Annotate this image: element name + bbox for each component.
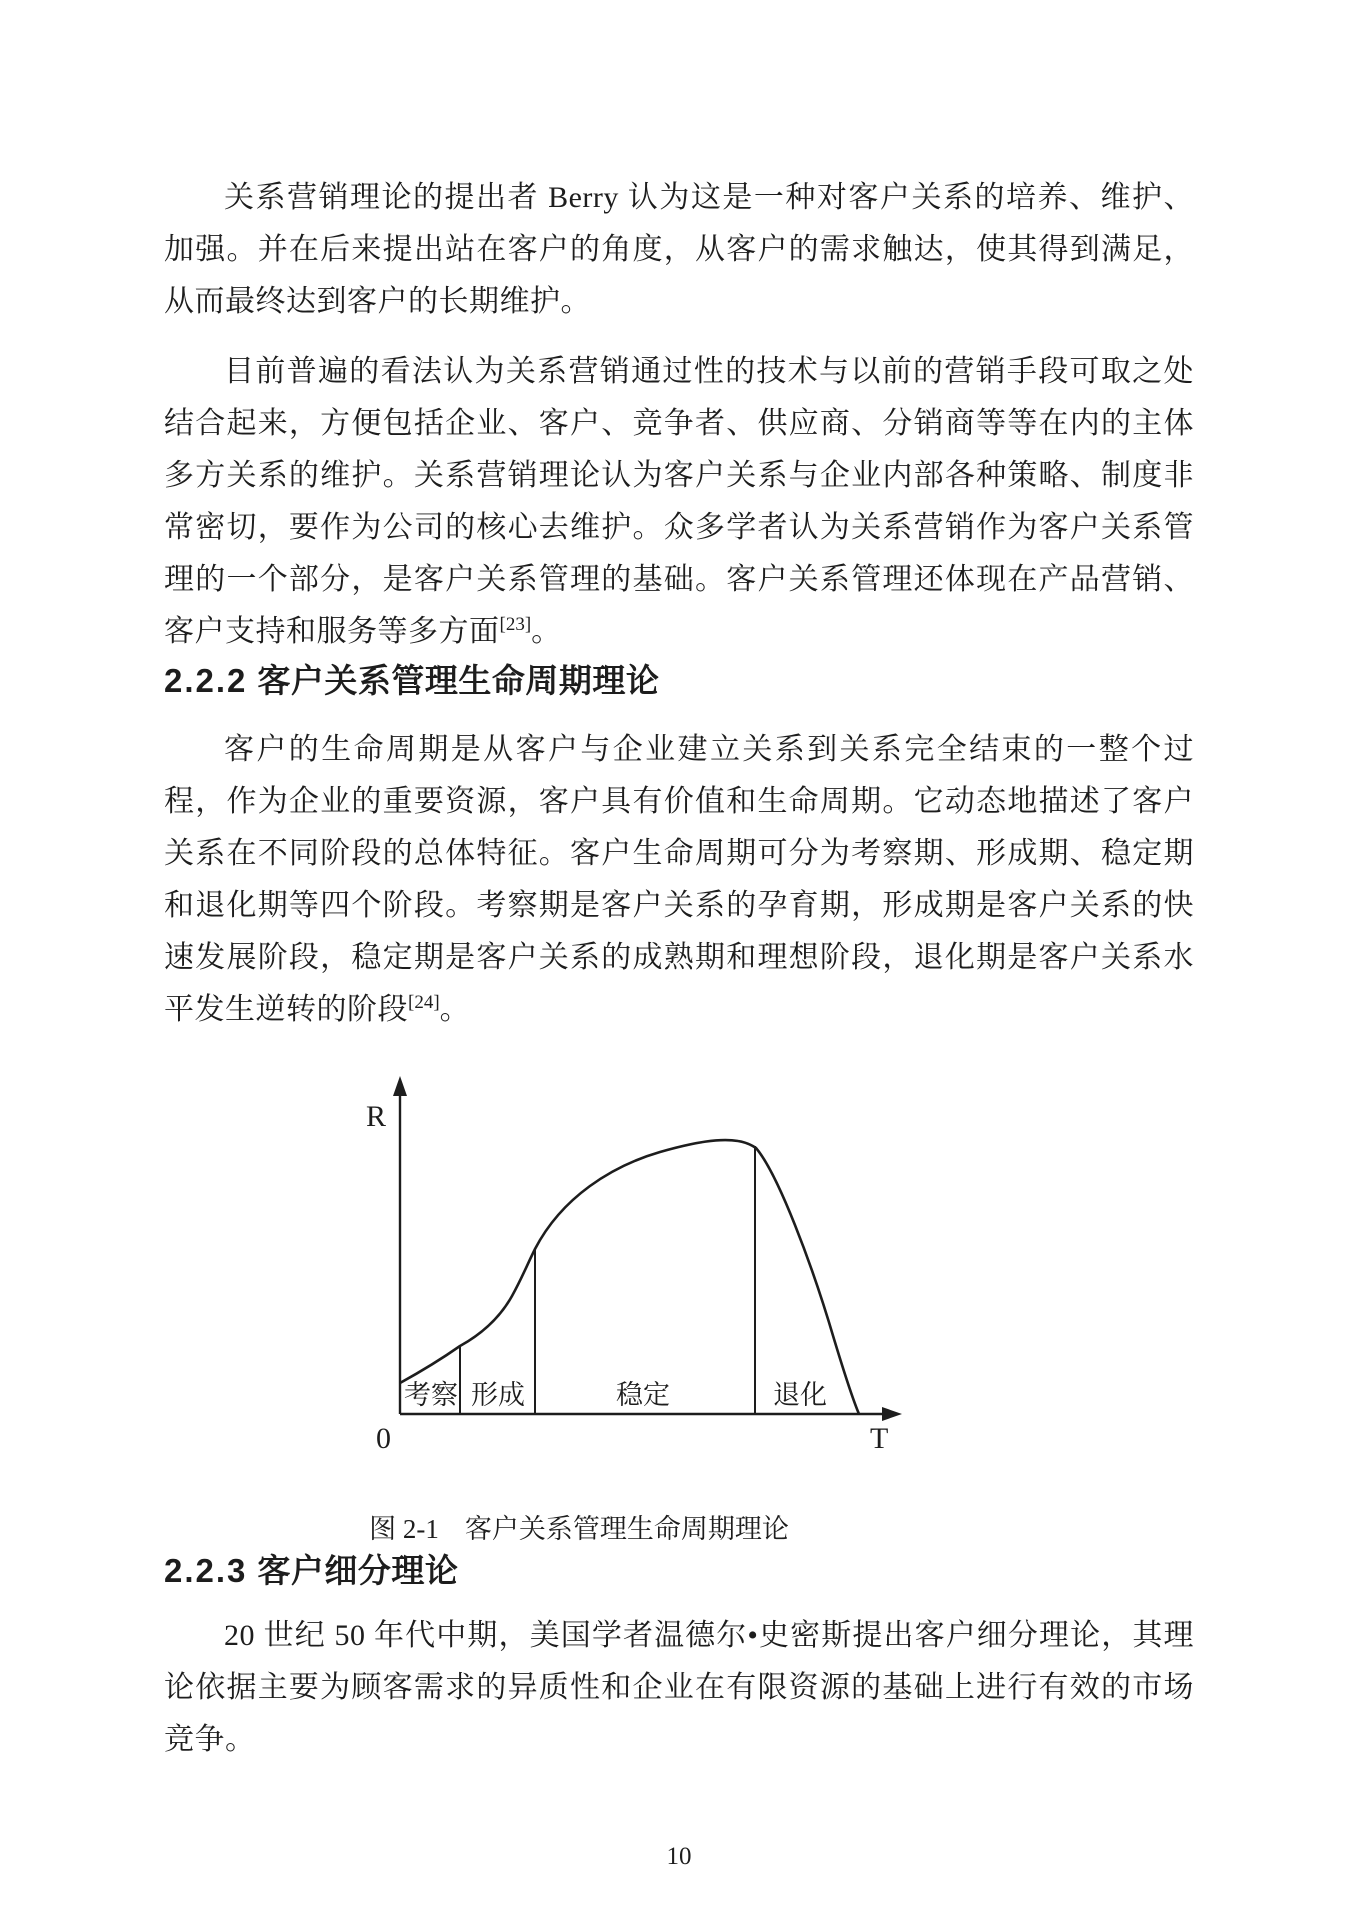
section-heading-2-2-2 xyxy=(164,658,1194,704)
lifecycle-curve xyxy=(400,1140,859,1414)
section-number: 2.2.3 xyxy=(164,1552,248,1589)
lifecycle-chart xyxy=(350,1074,930,1464)
stage-label-kaocha: 考察 xyxy=(404,1380,458,1410)
paragraph-text: 关系营销理论的提出者 Berry 认为这是一种对客户关系的培养、维护、加强。并在后来提出站在客户的角度，从客户的需求触达，使其得到满足，从而最终达到客户的长期维护。 xyxy=(164,181,1194,318)
y-axis-arrow-icon xyxy=(393,1076,407,1096)
lifecycle-figure xyxy=(350,1074,930,1464)
citation-ref-23: [23] xyxy=(499,614,532,635)
paragraph-text: 目前普遍的看法认为关系营销通过性的技术与以前的营销手段可取之处结合起来，方便包括企业、客户、竞争者、供应商、分销商等等在内的主体多方关系的维护。关系营销理论认为客户关系与企业内部各种策略、制度非常密切，要作为公司的核心去维护。众多学者认为关系营销作为客户关系管理的一个部分，是客户关系管理的基础。客户关系管理还体现在产品营销、客户支持和服务等多方面 xyxy=(164,355,1194,648)
citation-ref-24: [24] xyxy=(408,992,440,1013)
section-title: 客户细分理论 xyxy=(257,1552,459,1589)
paragraph-lifecycle xyxy=(164,724,1194,1036)
x-axis-label: T xyxy=(870,1422,889,1455)
figure-caption xyxy=(164,1510,994,1548)
paragraph-tail: 。 xyxy=(439,993,471,1026)
x-axis-arrow-icon xyxy=(882,1407,902,1421)
page-number: 10 xyxy=(666,1843,692,1870)
stage-label-wending: 稳定 xyxy=(616,1380,670,1410)
paragraph-text: 客户的生命周期是从客户与企业建立关系到关系完全结束的一整个过程，作为企业的重要资源，客户具有价值和生命周期。它动态地描述了客户关系在不同阶段的总体特征。客户生命周期可分为考察期、形成期、稳定期和退化期等四个阶段。考察期是客户关系的孕育期，形成期是客户关系的快速发展阶段，稳定期是客户关系的成熟期和理想阶段，退化期是客户关系水平发生逆转的阶段 xyxy=(164,733,1194,1026)
paragraph-segmentation xyxy=(164,1610,1194,1766)
section-heading-2-2-3 xyxy=(164,1548,1194,1594)
paragraph-current-view xyxy=(164,346,1194,658)
section-title: 客户关系管理生命周期理论 xyxy=(257,662,660,699)
stage-label-xingcheng: 形成 xyxy=(471,1380,525,1410)
figure-caption-label: 图 2-1 xyxy=(369,1514,439,1544)
section-number: 2.2.2 xyxy=(164,662,248,699)
origin-label: 0 xyxy=(376,1422,391,1455)
stage-label-tuihua: 退化 xyxy=(773,1380,827,1410)
figure-caption-title: 客户关系管理生命周期理论 xyxy=(464,1514,789,1544)
paragraph-relationship-marketing xyxy=(164,172,1194,328)
y-axis-label: R xyxy=(366,1100,387,1133)
paragraph-text: 20 世纪 50 年代中期，美国学者温德尔•史密斯提出客户细分理论，其理论依据主要为顾客需求的异质性和企业在有限资源的基础上进行有效的市场竞争。 xyxy=(164,1619,1194,1756)
paragraph-tail: 。 xyxy=(531,615,562,648)
